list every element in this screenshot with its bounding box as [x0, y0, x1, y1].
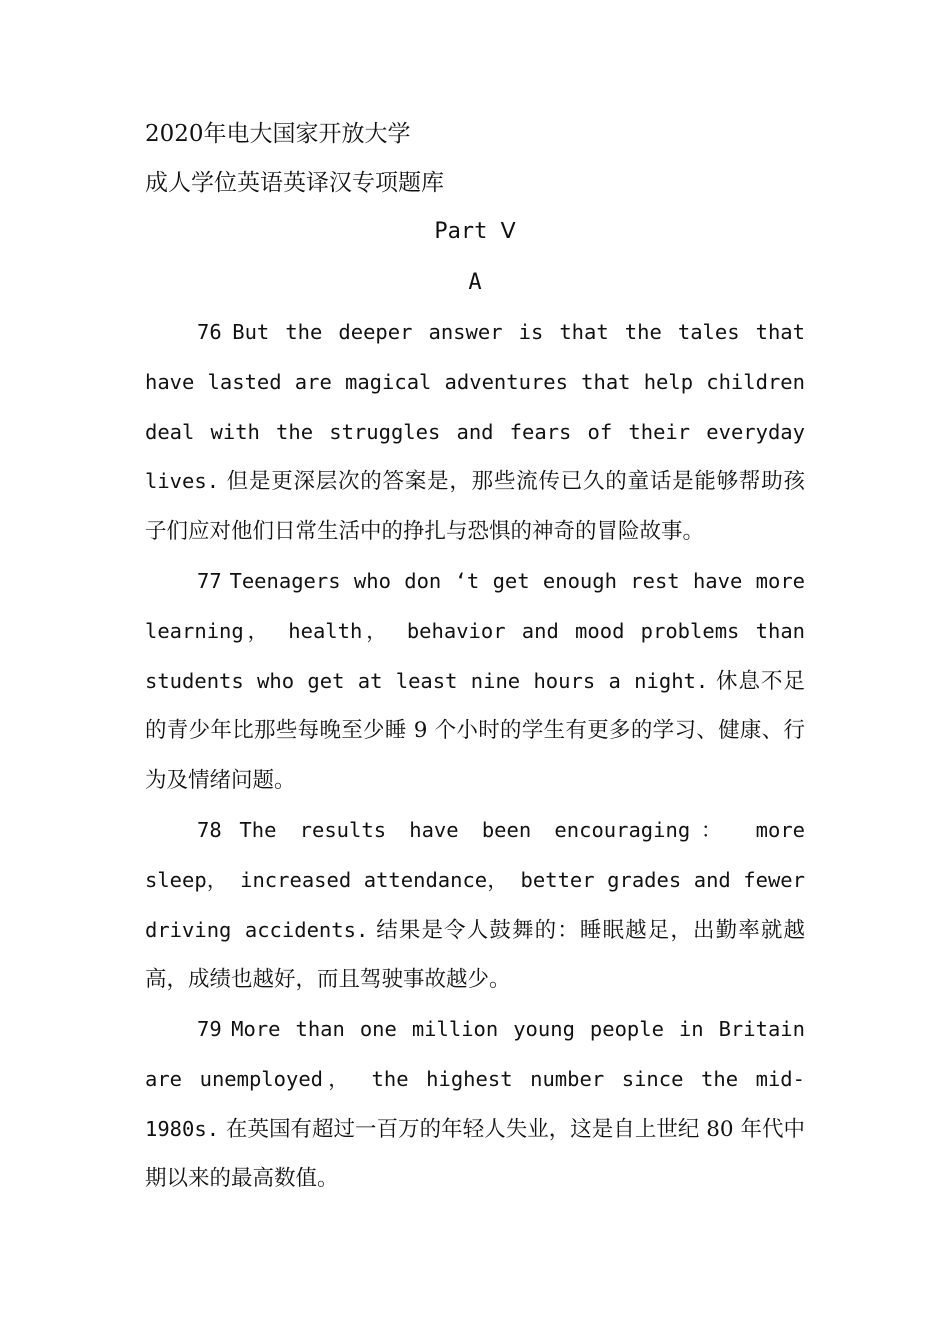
section-heading: A — [468, 270, 482, 295]
translation-item-79 — [145, 1005, 805, 1204]
document-title-line1: 2020年电大国家开放大学 — [145, 121, 411, 147]
item-english-text: Teenagers who don ‘t get enough rest have more learning， health， behavior and mood problems than students who get at least nine hours a night. — [145, 569, 805, 693]
document-title-line2: 成人学位英语英译汉专项题库 — [145, 170, 444, 196]
translation-item-77 — [145, 557, 805, 806]
item-chinese-translation: 在英国有超过一百万的年轻人失业，这是自上世纪 80 年代中期以来的最高数值。 — [145, 1116, 805, 1192]
item-chinese-translation: 结果是令人鼓舞的：睡眠越足，出勤率就越高，成绩也越好，而且驾驶事故越少。 — [145, 917, 805, 993]
item-english-text: The results have been encouraging： more sleep， increased attendance， better grades and fewer driving accidents. — [145, 818, 806, 942]
item-number: 76 — [197, 320, 222, 344]
item-chinese-translation: 休息不足的青少年比那些每晚至少睡 9 个小时的学生有更多的学习、健康、行为及情绪问题。 — [145, 668, 805, 794]
translation-item-78 — [145, 806, 805, 1005]
item-chinese-translation: 但是更深层次的答案是，那些流传已久的童话是能够帮助孩子们应对他们日常生活中的挣扎与恐惧的神奇的冒险故事。 — [145, 469, 805, 545]
item-english-text: More than one million young people in Britain are unemployed， the highest number since the mid-1980s. — [145, 1017, 805, 1141]
item-number: 78 — [197, 818, 222, 842]
translation-item-76 — [145, 308, 805, 557]
item-number: 79 — [197, 1017, 222, 1041]
item-number: 77 — [197, 569, 222, 593]
part-heading: Part Ⅴ — [434, 219, 516, 244]
item-english-text: But the deeper answer is that the tales that have lasted are magical adventures that help children deal with the struggles and fears of their everyday lives. — [145, 320, 805, 494]
